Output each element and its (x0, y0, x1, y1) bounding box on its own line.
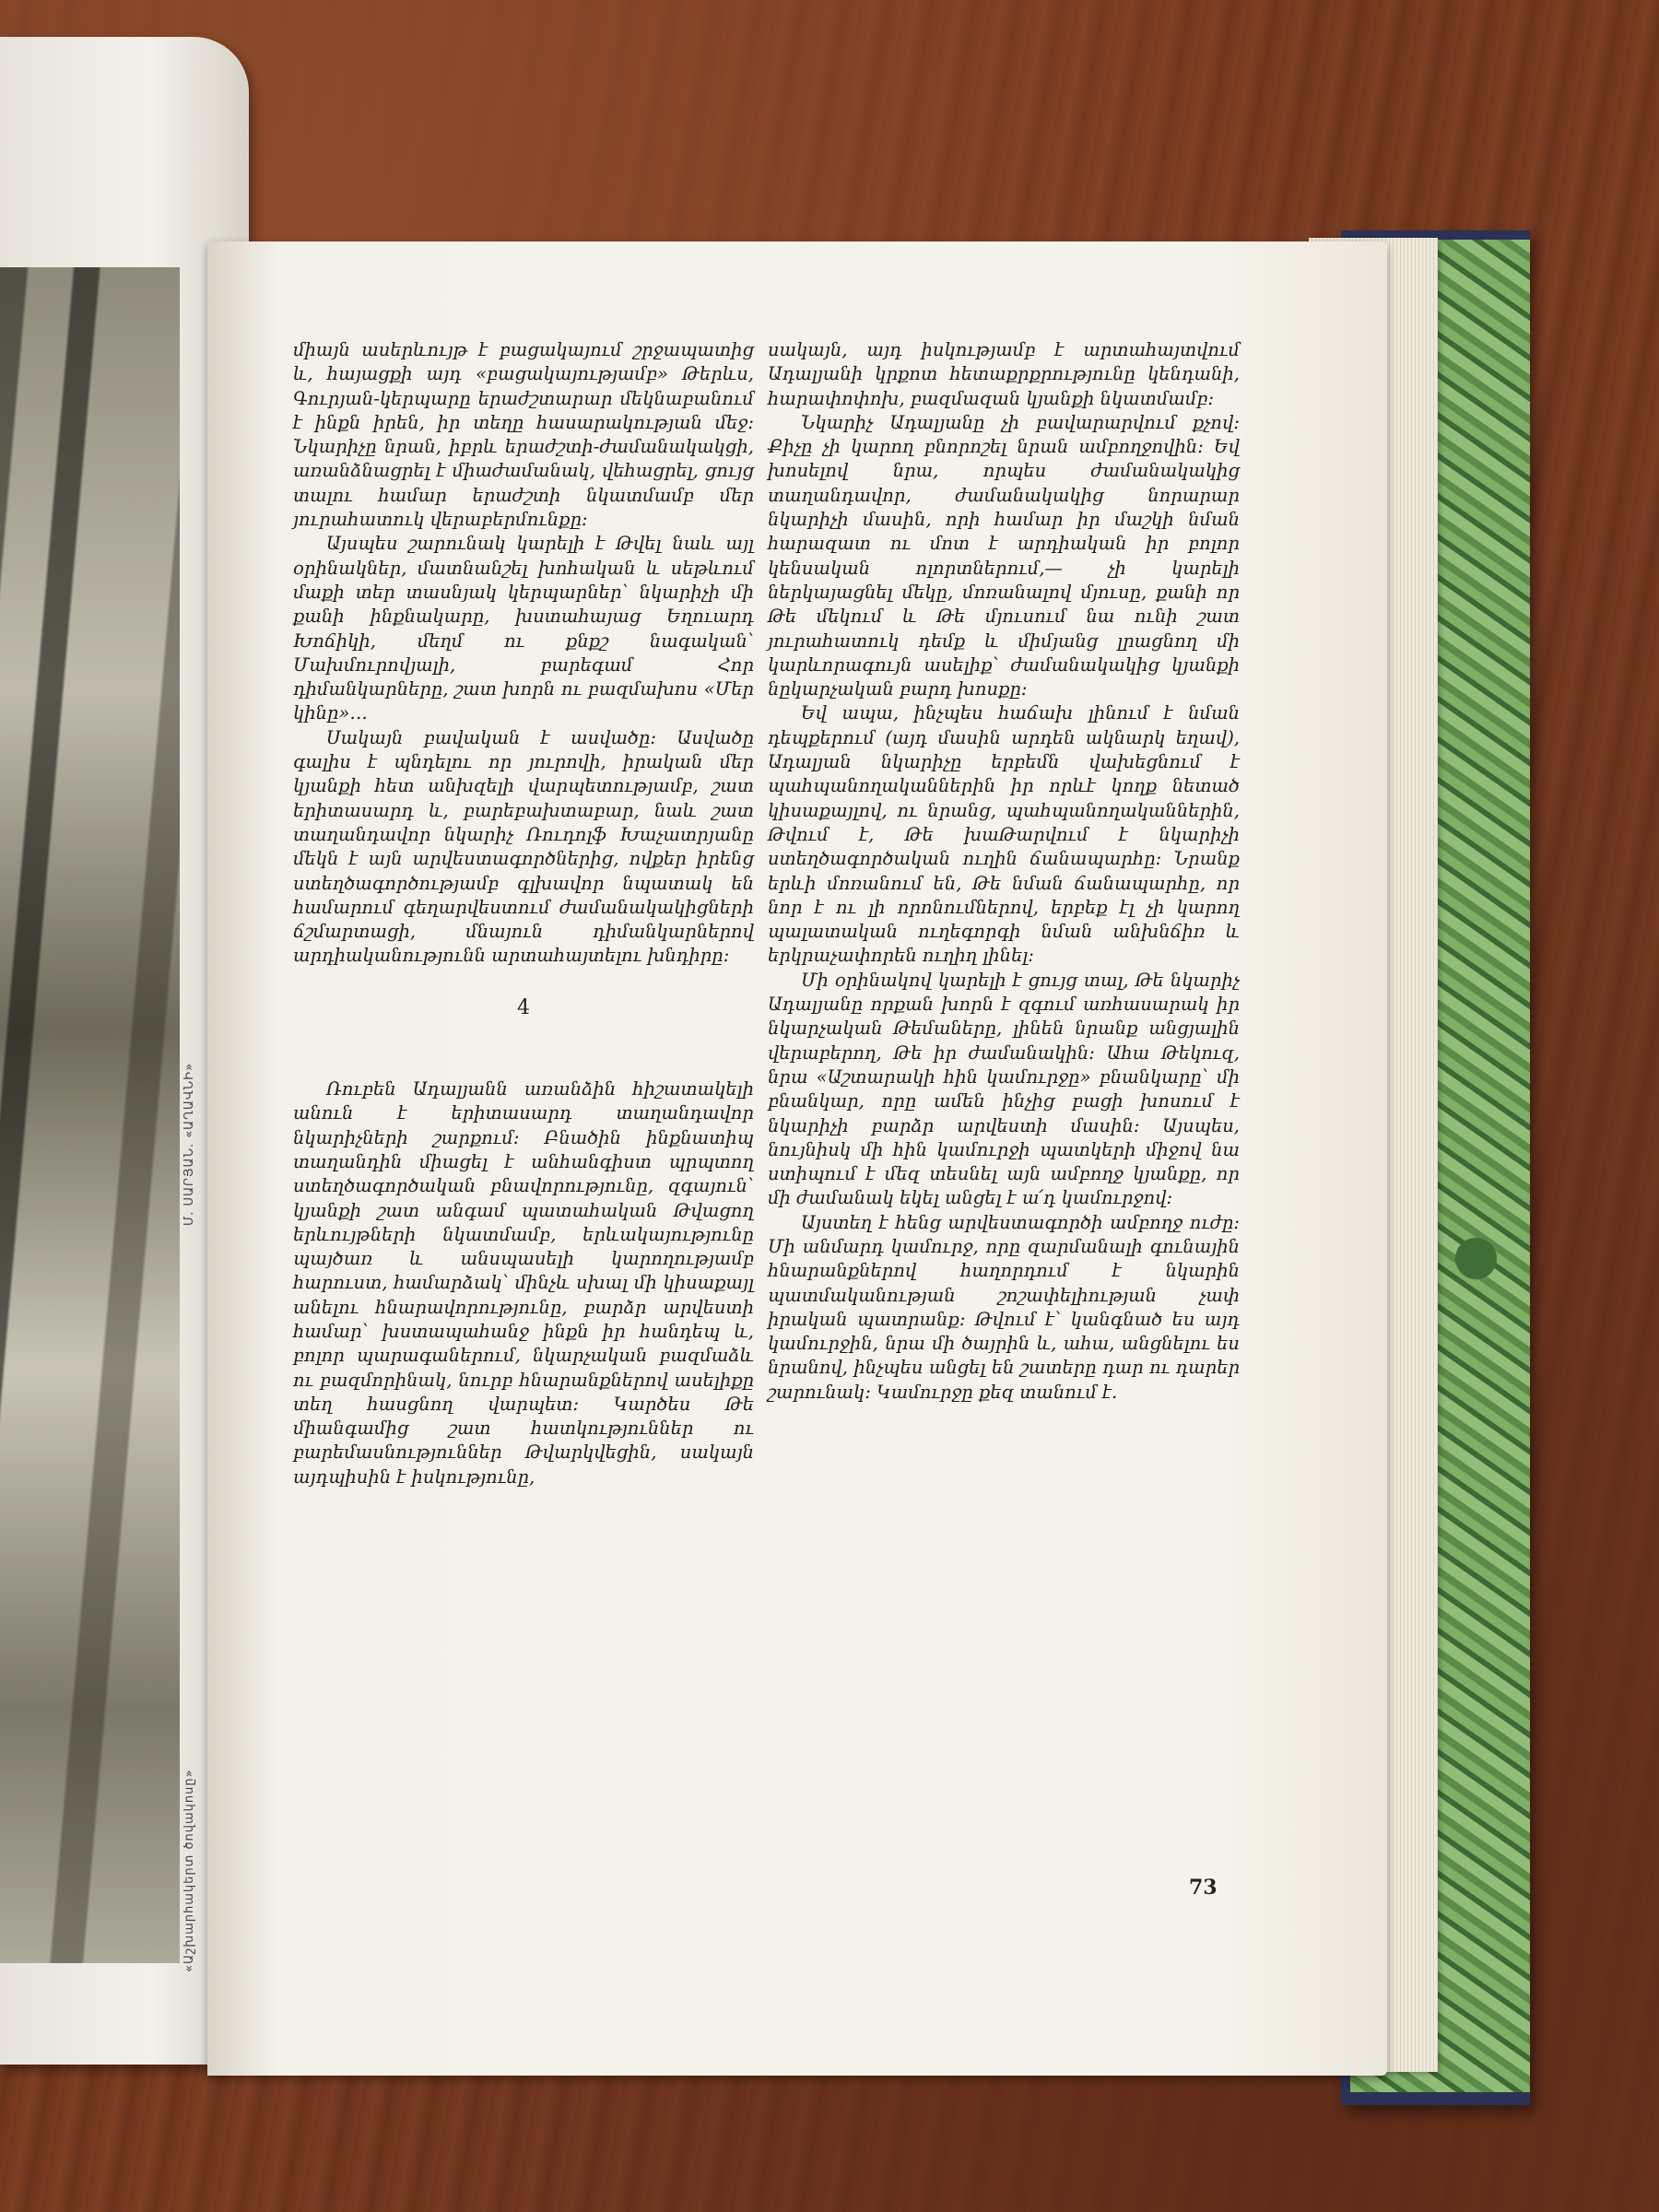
paragraph: Ռուբեն Ադալյանն առանձին հիշատակելի անուն է երիտասարդ տաղանդավոր նկարիչների շարքում։ Բնածին ինքնատիպ տաղանդին միացել է անհանգիստ պրպտող ստեղծագործական բնավորությունը, զգայուն՝ կյանքի շատ անգամ պատահական Թվացող երևույթների նկատմամբ, երևակայությունը պայծառ և անսպասելի կարողությամբ հարուստ, համարձակ՝ մինչև սխալ մի կիսաքայլ անելու հնարավորությունը, բարձր արվեստի համար՝ խստապահանջ ինքն իր հանդեպ և, բոլոր պարագաներում, նկարչական բազմաձև ու բազմորինակ, նուրբ հնարանքներով ասելիքը տեղ հասցնող վարպետ։ Կարծես Թե միանգամից շատ հատկություններ ու բարեմասնություններ Թվարկվեցին, սակայն այդպիսին է իսկությունը, (293, 1078, 754, 1488)
paragraph: Նկարիչ Ադալյանը չի բավարարվում քչով։ Քիչը չի կարող բնորոշել նրան ամբողջովին։ Եվ խոսելով նրա, որպես ժամանակակից տաղանդավոր, ժամանակակից նորարար նկարիչի մասին, որի համար իր մաշկի նման հարազատ ու մոտ է արդիական իր բոլոր կենսական ոլորտներում,— չի կարելի ներկայացնել մեկը, մոռանալով մյուսը, քանի որ Թե մեկում և Թե մյուսում նա ունի շատ յուրահատուկ դեմք և միմյանց լրացնող մի կարևորագույն ասելիք՝ ժամանակակից կյանքի նըկարչական բարդ խոսքը։ (768, 411, 1240, 700)
paragraph: միայն ասերևույթ է բացակայում շրջապատից և, հայացքի այդ «բացակայությամբ» Թերևս, Գուրյան-կերպարը երաժշտարար մեկնաբանում է ինքն իրեն, իր տեղը հասարակության մեջ։ Նկարիչը նրան, իբրև երաժշտի-ժամանակակցի, առանձնացրել է միաժամանակ, վեհացրել, ցույց տալու համար երաժշտի նկատմամբ մեր յուրահատուկ վերաբերմունքը։ (293, 339, 754, 531)
plate-title-caption: «Աշխարհակերտ ծովակոսը» (182, 1769, 196, 1972)
right-text-column (768, 338, 1240, 1405)
paragraph: սակայն, այդ իսկությամբ է արտահայտվում Ադալյանի կրքոտ հետաքրքրությունը կենդանի, հարափոփոխ, բազմազան կյանքի նկատմամբ։ (768, 339, 1240, 409)
section-number: 4 (517, 995, 530, 1019)
paragraph: Եվ ապա, ինչպես հաճախ լինում է նման դեպքերում (այդ մասին արդեն ակնարկ եղավ), Ադալյան նկարիչը երբեմն վախեցնում է պահպանողականներին իր որևէ կողք նետած կիսաքայլով, ու նրանց, պահպանողականներին, Թվում է, Թե խաԹարվում է նկարիչի ստեղծագործական ուղին ճանապարհը։ Նրանք երևի մոռանում են, Թե նման ճանապարհը, որ նոր է ու լի որոնումներով, երբեք էլ չի կարող պալատական ուղեգորգի նման անխնճիռ և երկրաչափորեն ուղիղ լինել։ (768, 702, 1240, 967)
right-page (207, 241, 1387, 2076)
paragraph: Մի օրինակով կարելի է ցույց տալ, Թե նկարիչ Ադալյանը որքան խորն է զգում առհասարակ իր նկարչական Թեմաները, լինեն նրանք անցյալին վերաբերող, Թե իր ժամանակին։ Ահա Թեկուզ, նրա «Աշտարակի հին կամուրջը» բնանկարը՝ մի բնանկար, որը ամեն ինչից բացի խոսում է նկարիչի բարձր արվեստի մասին։ Այսպես, նույնիսկ մի հին կամուրջի պատկերի միջով նա ստիպում է մեզ տեսնել այն ամբողջ կյանքը, որ մի ժամանակ եկել անցել է ա՛դ կամուրջով։ (768, 969, 1240, 1209)
paragraph: Սակայն բավական է ասվածը։ Ասվածը գալիս է պնդելու որ յուրովի, իրական մեր կյանքի հետ անխզելի վարպետությամբ, շատ երիտասարդ և, բարեբախտաբար, նաև շատ տաղանդավոր նկարիչ Ռուդոլֆ Խաչատրյանը մեկն է այն արվեստագործներից, ովքեր իրենց ստեղծագործությամբ գլխավոր նպատակ են համարում գեղարվեստում ժամանակակիցների ճշմարտացի, մնայուն դիմանկարներով արդիականությունն արտահայտելու խնդիրը։ (293, 726, 754, 967)
paragraph: Այսպես շարունակ կարելի է Թվել նաև այլ օրինակներ, մատնանշել խոհական և սեթևում մաքի տեր տասնյակ կերպարներ՝ նկարիչի մի քանի ինքնակարը, խստահայաց Եղուարդ Խոճիկի, մեղմ ու քնքշ նագական՝ Մախմուրովյալի, բարեգամ Հոր դիմանկարները, շատ խորն ու բազմախոս «Մեր կինը»… (293, 533, 754, 724)
plate-illustration (0, 267, 180, 1963)
plate-author-caption: Մ. ՍԱՐՅԱՆ. «ԱՂԱՎՆԻ» (182, 1062, 196, 1226)
left-text-column (293, 338, 754, 1489)
page-number: 73 (1189, 1876, 1218, 1900)
paragraph: Այստեղ է հենց արվեստագործի ամբողջ ուժը։ Մի անմարդ կամուրջ, որը զարմանալի գունային հնարանքներով հաղորդում է նկարին պատմականության շոշափելիության չափ իրական պատրանք։ Թվում է՝ կանգնած ես այդ կամուրջին, նրա մի ծայրին և, ահա, անցնելու ես նրանով, ինչպես անցել են շատերը դար ու դարեր շարունակ։ Կամուրջը քեզ տանում է. (768, 1211, 1240, 1403)
